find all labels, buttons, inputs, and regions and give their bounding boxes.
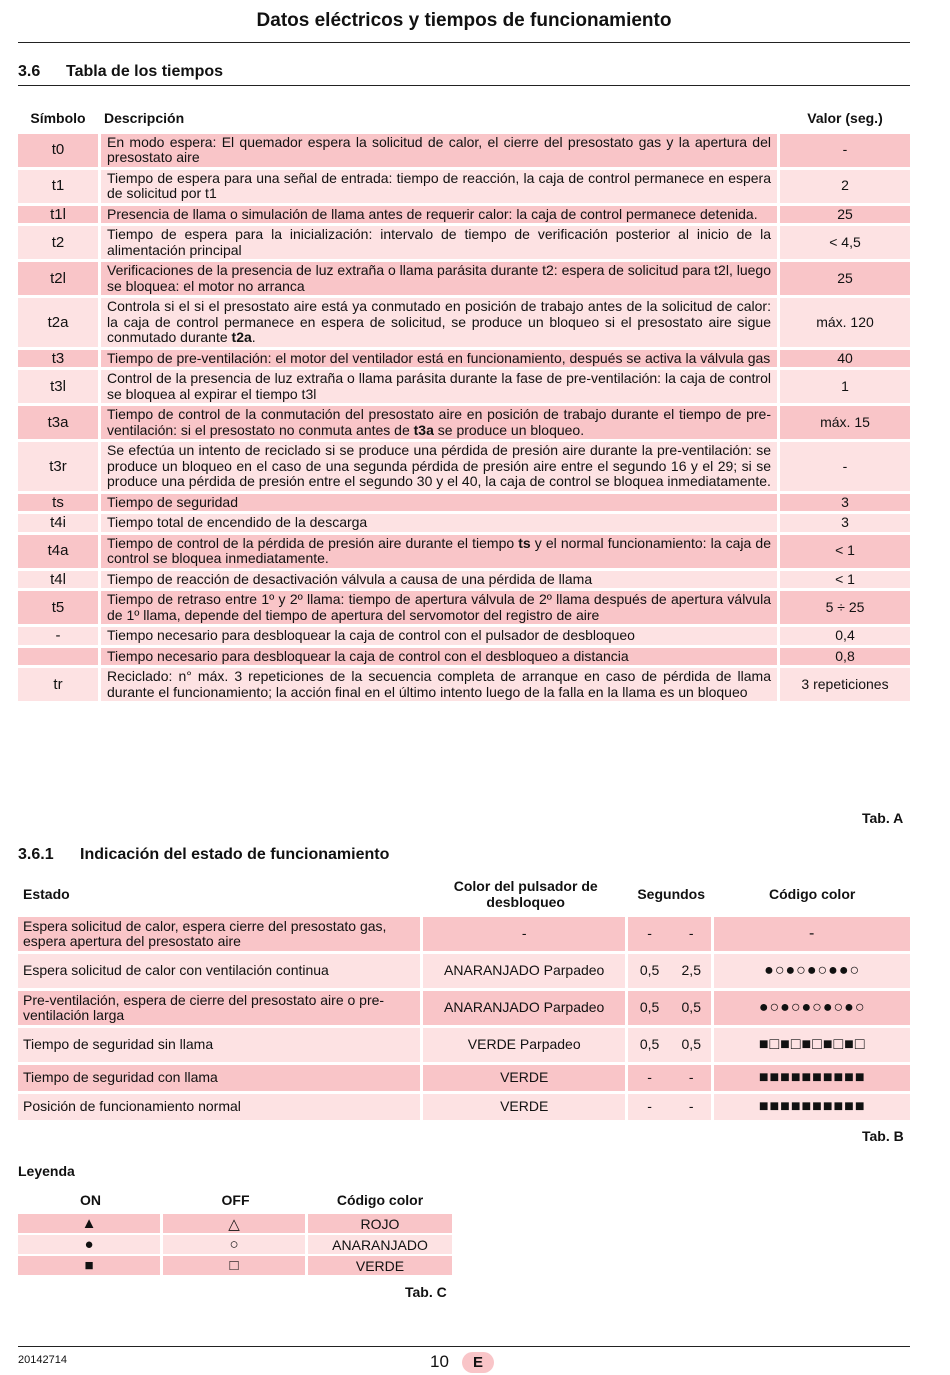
symbol-cell: tr [18, 668, 98, 701]
value-cell: 40 [780, 350, 910, 368]
table-row [18, 298, 910, 347]
button-color-cell: VERDE [423, 1094, 628, 1120]
symbol-cell: t3l [18, 370, 98, 403]
table-row [18, 134, 910, 167]
value-cell: 0,4 [780, 627, 910, 645]
description-cell [98, 648, 780, 666]
seconds-off-cell: 2,5 [671, 954, 714, 988]
off-symbol: □ [163, 1256, 308, 1275]
seconds-on-cell: 0,5 [628, 991, 671, 1025]
times-table [18, 106, 910, 704]
table-c-caption: Tab. C [405, 1284, 447, 1300]
header-rule [18, 42, 910, 43]
off-symbol: ○ [163, 1235, 308, 1254]
value-cell: 5 ÷ 25 [780, 591, 910, 624]
seconds-on-cell: - [628, 917, 671, 951]
on-symbol: ● [18, 1235, 163, 1254]
description-text: Tiempo de espera para una señal de entrada: tiempo de reacción, la caja de control permanece en espera de solicitud por t1 [107, 169, 771, 201]
table-a-caption: Tab. A [862, 810, 904, 826]
page-title: Datos eléctricos y tiempos de funcionamiento [256, 10, 672, 31]
seconds-off-cell: - [671, 917, 714, 951]
value-cell: máx. 15 [780, 406, 910, 439]
off-symbol: △ [163, 1214, 308, 1233]
value-cell: - [780, 134, 910, 167]
color-name: ROJO [308, 1214, 452, 1233]
description-text: Tiempo de seguridad [107, 493, 239, 510]
description-tail: y el normal funcionamiento: la caja de control se bloquea inmediatamente. [107, 534, 771, 566]
description-cell [98, 226, 780, 259]
color-code-cell: - [714, 917, 910, 951]
symbol-cell: t3 [18, 350, 98, 368]
table-row [18, 406, 910, 439]
col-header-color-code: Código color [336, 1192, 424, 1208]
status-table [18, 874, 910, 1123]
table-row [18, 627, 910, 645]
description-text: Tiempo de control de la pérdida de presión aire durante el tiempo [107, 534, 519, 551]
description-text: Se efectúa un intento de reciclado si se produce una pérdida de presión aire durante la pre-ventilación: se produce un bloqueo en el caso de una segunda pérdida de presión aire entre el segundo 16 y el 29; si se produce una pérdida de presión entre el segundo 30 y el 40, la caja de control se bloquea inmediatamente. [107, 442, 771, 489]
table-row [18, 954, 910, 988]
value-cell: - [780, 442, 910, 491]
col-header-seconds: Segundos [628, 877, 714, 914]
state-cell: Espera solicitud de calor, espera cierre del presostato gas, espera apertura del presostato aire [18, 917, 423, 951]
description-cell [98, 350, 780, 368]
col-header-code: Código color [714, 877, 910, 914]
value-cell: < 1 [780, 571, 910, 589]
description-cell [98, 571, 780, 589]
description-cell [98, 206, 780, 224]
seconds-off-cell: 0,5 [671, 1028, 714, 1062]
description-cell [98, 442, 780, 491]
description-text: Tiempo necesario para desbloquear la caja de control con el desbloqueo a distancia [107, 647, 629, 664]
value-cell: 3 repeticiones [780, 668, 910, 701]
description-cell [98, 668, 780, 701]
table-row [18, 442, 910, 491]
description-cell [98, 170, 780, 203]
col-header-value: Valor (seg.) [780, 109, 910, 131]
symbol-cell: t0 [18, 134, 98, 167]
table-row [18, 591, 910, 624]
description-bold: t2a [231, 329, 252, 345]
color-code-cell: ■■■■■■■■■■ [714, 1094, 910, 1120]
on-symbol: ■ [18, 1256, 163, 1275]
legend-row [18, 1235, 452, 1254]
description-tail: se produce un bloqueo. [433, 421, 585, 438]
value-cell: 25 [780, 262, 910, 295]
seconds-off-cell: 0,5 [671, 991, 714, 1025]
col-header-off: OFF [221, 1192, 250, 1208]
button-color-cell: VERDE Parpadeo [423, 1028, 628, 1062]
description-cell [98, 262, 780, 295]
section-text: Tabla de los tiempos [66, 63, 224, 80]
table-row [18, 571, 910, 589]
description-cell [98, 298, 780, 347]
button-color-cell: ANARANJADO Parpadeo [423, 954, 628, 988]
color-name: ANARANJADO [308, 1235, 452, 1254]
seconds-on-cell: - [628, 1094, 671, 1120]
description-cell [98, 591, 780, 624]
symbol-cell: t1l [18, 206, 98, 224]
description-text: Tiempo de retraso entre 1º y 2º llama: tiempo de apertura válvula de 2º llama después de apertura válvula de 1º llama, depende del tiempo de apertura del servomotor del registro de aire [107, 591, 771, 623]
description-cell [98, 370, 780, 403]
legend-row [18, 1256, 452, 1275]
description-tail: . [251, 329, 256, 345]
col-header-color: Color del pulsador de desbloqueo [423, 877, 628, 914]
description-text: Tiempo total de encendido de la descarga [107, 514, 368, 530]
symbol-cell: t1 [18, 170, 98, 203]
symbol-cell: t2l [18, 262, 98, 295]
description-cell [98, 494, 780, 512]
symbol-cell: t4l [18, 571, 98, 589]
description-bold: ts [518, 534, 531, 551]
page-number: 10 [430, 1352, 449, 1371]
seconds-on-cell: 0,5 [628, 1028, 671, 1062]
table-row [18, 514, 910, 532]
table-row [18, 1065, 910, 1091]
legend-table [18, 1190, 452, 1277]
description-text: Presencia de llama o simulación de llama antes de requerir calor: la caja de control permanece detenida. [107, 205, 758, 222]
color-code-cell: ■■■■■■■■■■ [714, 1065, 910, 1091]
section-title-3-6 [18, 63, 223, 81]
description-text: Reciclado: n° máx. 3 repeticiones de la secuencia completa de arranque en caso de pérdida de llama durante el funcionamiento; la acción final en el último intento luego de la falla en la llama es un bloqueo [107, 668, 771, 700]
symbol-cell: t3a [18, 406, 98, 439]
description-text: Tiempo necesario para desbloquear la caja de control con el pulsador de desbloqueo [107, 627, 635, 643]
description-text: Tiempo de control de la conmutación del presostato aire en posición de trabajo durante el tiempo de pre-ventilación: si el presostato no conmuta antes de [107, 406, 771, 438]
color-name: VERDE [308, 1256, 452, 1275]
color-code-cell: ●○●○●○●●○ [714, 954, 910, 988]
description-bold: t3a [413, 421, 434, 438]
description-text: Tiempo de espera para la inicialización: intervalo de tiempo de verificación posterior al inicio de la alimentación principal [107, 226, 771, 258]
state-cell: Espera solicitud de calor con ventilación continua [18, 954, 423, 988]
table-row [18, 917, 910, 951]
value-cell: 0,8 [780, 648, 910, 666]
footer-rule [18, 1346, 910, 1347]
color-code-cell: ■□■□■□■□■□ [714, 1028, 910, 1062]
description-cell [98, 406, 780, 439]
description-text: Control de la presencia de luz extraña o llama parásita durante la fase de pre-ventilación: la caja de control se bloquea al expirar el tiempo t3l [107, 370, 771, 402]
value-cell: 3 [780, 494, 910, 512]
section-number: 3.6.1 [18, 846, 54, 863]
legend-title: Leyenda [18, 1163, 75, 1179]
seconds-on-cell: 0,5 [628, 954, 671, 988]
table-row [18, 648, 910, 666]
table-row [18, 1094, 910, 1120]
value-cell: 1 [780, 370, 910, 403]
section-rule [18, 85, 910, 86]
seconds-on-cell: - [628, 1065, 671, 1091]
description-cell [98, 535, 780, 568]
symbol-cell [18, 648, 98, 666]
table-row [18, 262, 910, 295]
table-row [18, 350, 910, 368]
table-row [18, 991, 910, 1025]
state-cell: Tiempo de seguridad sin llama [18, 1028, 423, 1062]
symbol-cell: t4a [18, 535, 98, 568]
description-text: Controla si el si el presostato aire está ya conmutado en posición de trabajo antes de la solicitud de calor: la caja de control permanece en espera de solicitud, se produce un bloqueo si el presostato aire sigue conmutado durante [107, 298, 771, 345]
on-symbol: ▲ [18, 1214, 163, 1233]
table-row [18, 206, 910, 224]
table-row [18, 1028, 910, 1062]
description-text: Tiempo de reacción de desactivación válvula a causa de una pérdida de llama [107, 570, 593, 587]
value-cell: < 1 [780, 535, 910, 568]
symbol-cell: - [18, 627, 98, 645]
language-badge: E [462, 1352, 494, 1373]
value-cell: máx. 120 [780, 298, 910, 347]
col-header-description: Descripción [98, 109, 780, 131]
button-color-cell: - [423, 917, 628, 951]
symbol-cell: t2a [18, 298, 98, 347]
symbol-cell: ts [18, 494, 98, 512]
section-number: 3.6 [18, 63, 41, 80]
description-text: Tiempo de pre-ventilación: el motor del ventilador está en funcionamiento, después se activa la válvula gas [107, 349, 771, 366]
value-cell: < 4,5 [780, 226, 910, 259]
table-row [18, 668, 910, 701]
description-cell [98, 134, 780, 167]
legend-row [18, 1214, 452, 1233]
value-cell: 2 [780, 170, 910, 203]
symbol-cell: t3r [18, 442, 98, 491]
table-b-caption: Tab. B [862, 1128, 904, 1144]
table-row [18, 370, 910, 403]
table-row [18, 494, 910, 512]
state-cell: Posición de funcionamiento normal [18, 1094, 423, 1120]
description-text: En modo espera: El quemador espera la solicitud de calor, el cierre del presostato gas y la apertura del presostato aire [107, 133, 771, 165]
table-row [18, 535, 910, 568]
table-row [18, 226, 910, 259]
value-cell: 3 [780, 514, 910, 532]
section-title-3-6-1 [18, 846, 389, 864]
symbol-cell: t4i [18, 514, 98, 532]
color-code-cell: ●○●○●○●○●○ [714, 991, 910, 1025]
seconds-off-cell: - [671, 1094, 714, 1120]
button-color-cell: VERDE [423, 1065, 628, 1091]
symbol-cell: t2 [18, 226, 98, 259]
col-header-on: ON [80, 1192, 101, 1208]
col-header-symbol: Símbolo [18, 109, 98, 131]
seconds-off-cell: - [671, 1065, 714, 1091]
section-text: Indicación del estado de funcionamiento [80, 846, 390, 863]
table-row [18, 170, 910, 203]
document-code: 20142714 [18, 1354, 67, 1366]
description-cell [98, 627, 780, 645]
col-header-state: Estado [18, 877, 423, 914]
state-cell: Pre-ventilación, espera de cierre del presostato aire o pre-ventilación larga [18, 991, 423, 1025]
description-cell [98, 514, 780, 532]
button-color-cell: ANARANJADO Parpadeo [423, 991, 628, 1025]
value-cell: 25 [780, 206, 910, 224]
symbol-cell: t5 [18, 591, 98, 624]
state-cell: Tiempo de seguridad con llama [18, 1065, 423, 1091]
description-text: Verificaciones de la presencia de luz extraña o llama parásita durante t2: espera de solicitud para t2l, luego se bloquea: el motor no arranca [107, 262, 771, 294]
